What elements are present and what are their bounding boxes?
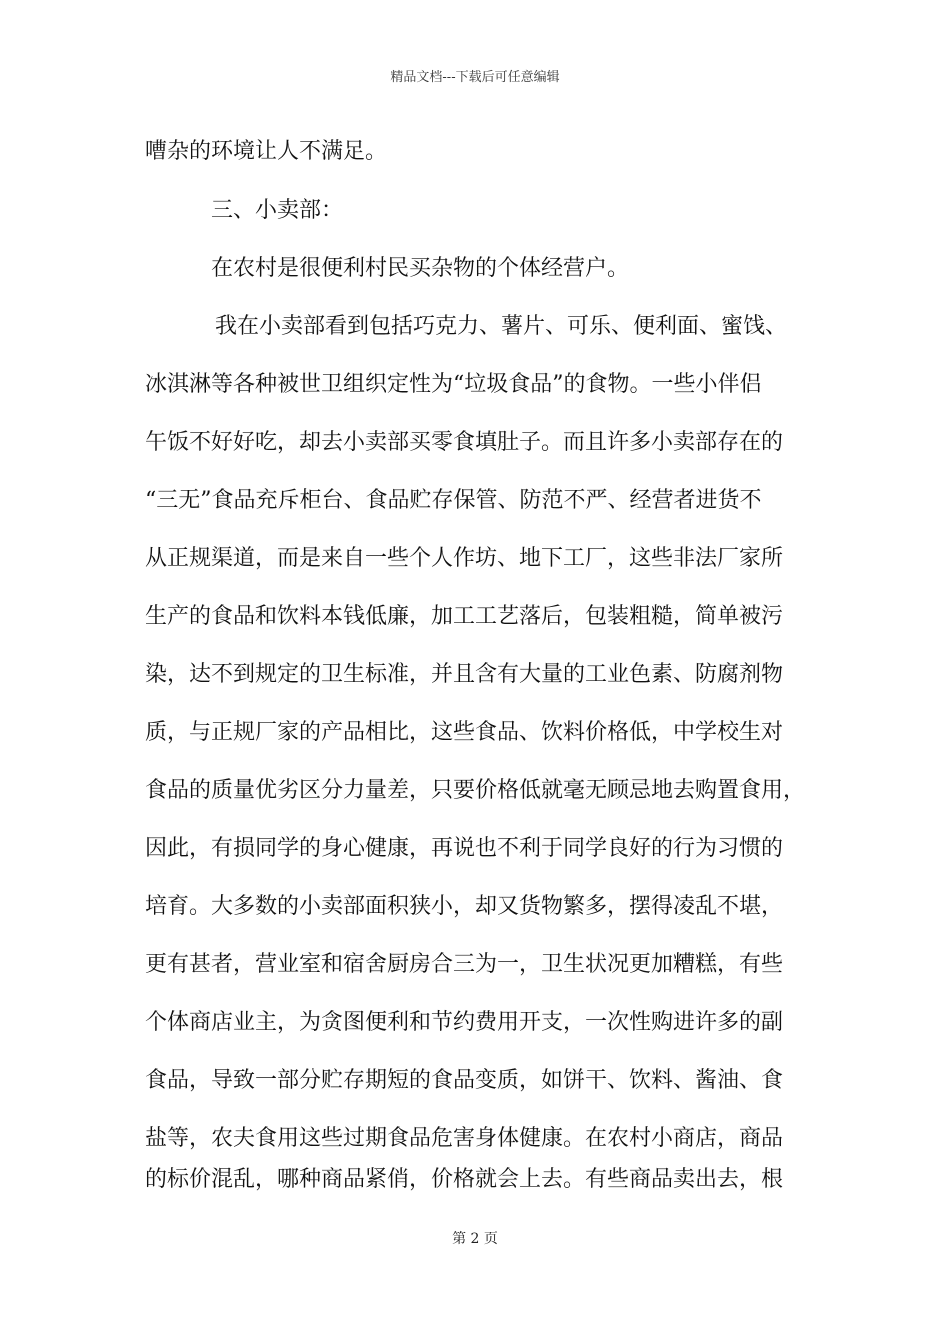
body-line: 培育。大多数的小卖部面积狭小，却又货物繁多，摆得凌乱不堪， [145, 894, 784, 919]
body-line: 食品的质量优劣区分力量差，只要价格低就毫无顾忌地去购置食用， [145, 778, 806, 803]
body-line: 个体商店业主，为贪图便利和节约费用开支，一次性购进许多的副 [145, 1010, 784, 1035]
body-line: 我在小卖部看到包括巧克力、薯片、可乐、便利面、蜜饯、 [215, 314, 788, 339]
body-line: 的标价混乱，哪种商品紧俏，价格就会上去。有些商品卖出去，根 [145, 1167, 784, 1192]
body-line: 质，与正规厂家的产品相比，这些食品、饮料价格低，中学校生对 [145, 720, 784, 745]
body-line: 更有甚者，营业室和宿舍厨房合三为一，卫生状况更加糟糕，有些 [145, 952, 784, 977]
body-line: 生产的食品和饮料本钱低廉，加工工艺落后，包装粗糙，简单被污 [145, 604, 784, 629]
page-number: 第 2 页 [452, 1231, 498, 1247]
body-line: 三、小卖部： [211, 198, 344, 223]
body-line: 午饭不好好吃，却去小卖部买零食填肚子。而且许多小卖部存在的 [145, 430, 784, 455]
body-line: 盐等，农夫食用这些过期食品危害身体健康。在农村小商店，商品 [145, 1126, 784, 1151]
body-line: 冰淇淋等各种被世卫组织定性为“垃圾食品”的食物。一些小伴侣 [145, 372, 762, 397]
body-line: 染，达不到规定的卫生标准，并且含有大量的工业色素、防腐剂物 [145, 662, 784, 687]
page-header: 精品文档---下载后可任意编辑 [390, 70, 560, 85]
body-line: 食品，导致一部分贮存期短的食品变质，如饼干、饮料、酱油、食 [145, 1068, 784, 1093]
body-line: 从正规渠道，而是来自一些个人作坊、地下工厂，这些非法厂家所 [145, 546, 784, 571]
body-line: “三无”食品充斥柜台、食品贮存保管、防范不严、经营者进货不 [145, 488, 762, 513]
body-line: 在农村是很便利村民买杂物的个体经营户。 [211, 256, 630, 281]
body-line: 因此，有损同学的身心健康，再说也不利于同学良好的行为习惯的 [145, 836, 784, 861]
body-line: 嘈杂的环境让人不满足。 [145, 139, 388, 164]
